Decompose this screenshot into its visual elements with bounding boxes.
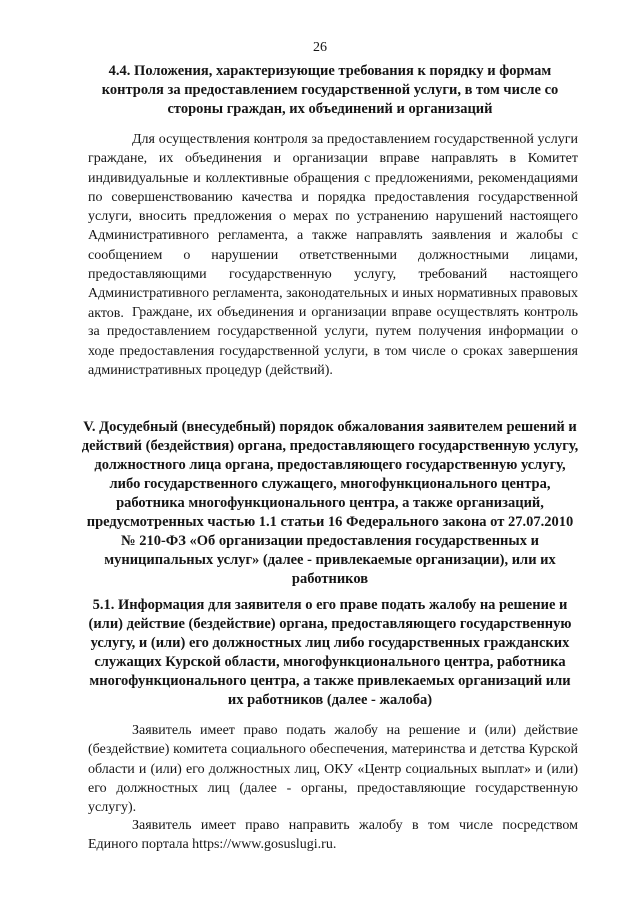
page-number: 26: [313, 40, 327, 55]
paragraph-complaint-portal: Заявитель имеет право направить жалобу в том числе посредством Единого портала https://www.gosuslugi.ru.: [88, 818, 578, 853]
paragraph-complaint-right: Заявитель имеет право подать жалобу на решение и (или) действие (бездействие) комитета социального обеспечения, материнства и детства Курской области и (или) его должностных лиц, ОКУ «Центр социальных выплат» и (или) его должностных лиц (далее - органы, предоставляющие государственную услугу).: [88, 723, 578, 816]
section-v-heading: V. Досудебный (внесудебный) порядок обжалования заявителем решений и действий (бездействия) органа, предоставляющего государственную услугу, должностного лица органа, предоставляющего государственную услугу, либо государственного служащего, многофункционального центра, работника многофункционального центра, а также организаций, предусмотренных частью 1.1 статьи 16 Федерального закона от 27.07.2010 № 210-ФЗ «Об организации предоставления государственных и муниципальных услуг» (далее - привлекаемые организации), или их работников: [81, 419, 579, 587]
section-4-4-heading: 4.4. Положения, характеризующие требования к порядку и формам контроля за предоставлением государственной услуги, в том числе со стороны граждан, их объединений и организаций: [101, 63, 559, 117]
paragraph-control-information: Граждане, их объединения и организации вправе осуществлять контроль за предоставлением государственной услуги, путем получения информации о ходе предоставления государственной услуги, в том числе о сроках завершения административных процедур (действий).: [88, 305, 578, 378]
paragraph-control-proposals: Для осуществления контроля за предоставлением государственной услуги граждане, их объединения и организации вправе направлять в Комитет индивидуальные и коллективные обращения с предложениями, рекомендациями по совершенствованию качества и порядка предоставления государственной услуги, вносить предложения о мерах по устранению нарушений настоящего Административного регламента, а также направлять заявления и жалобы с сообщением о нарушении ответственными должностными лицами, предоставляющими государственную услугу, требований настоящего Административного регламента, законодательных и иных нормативных правовых актов.: [88, 132, 578, 321]
section-5-1-heading: 5.1. Информация для заявителя о его праве подать жалобу на решение и (или) действие (бездействие) органа, предоставляющего государственную услугу, и (или) его должностных лиц либо государственных гражданских служащих Курской области, многофункционального центра, работника многофункционального центра, а также привлекаемых организаций или их работников (далее - жалоба): [88, 597, 572, 708]
